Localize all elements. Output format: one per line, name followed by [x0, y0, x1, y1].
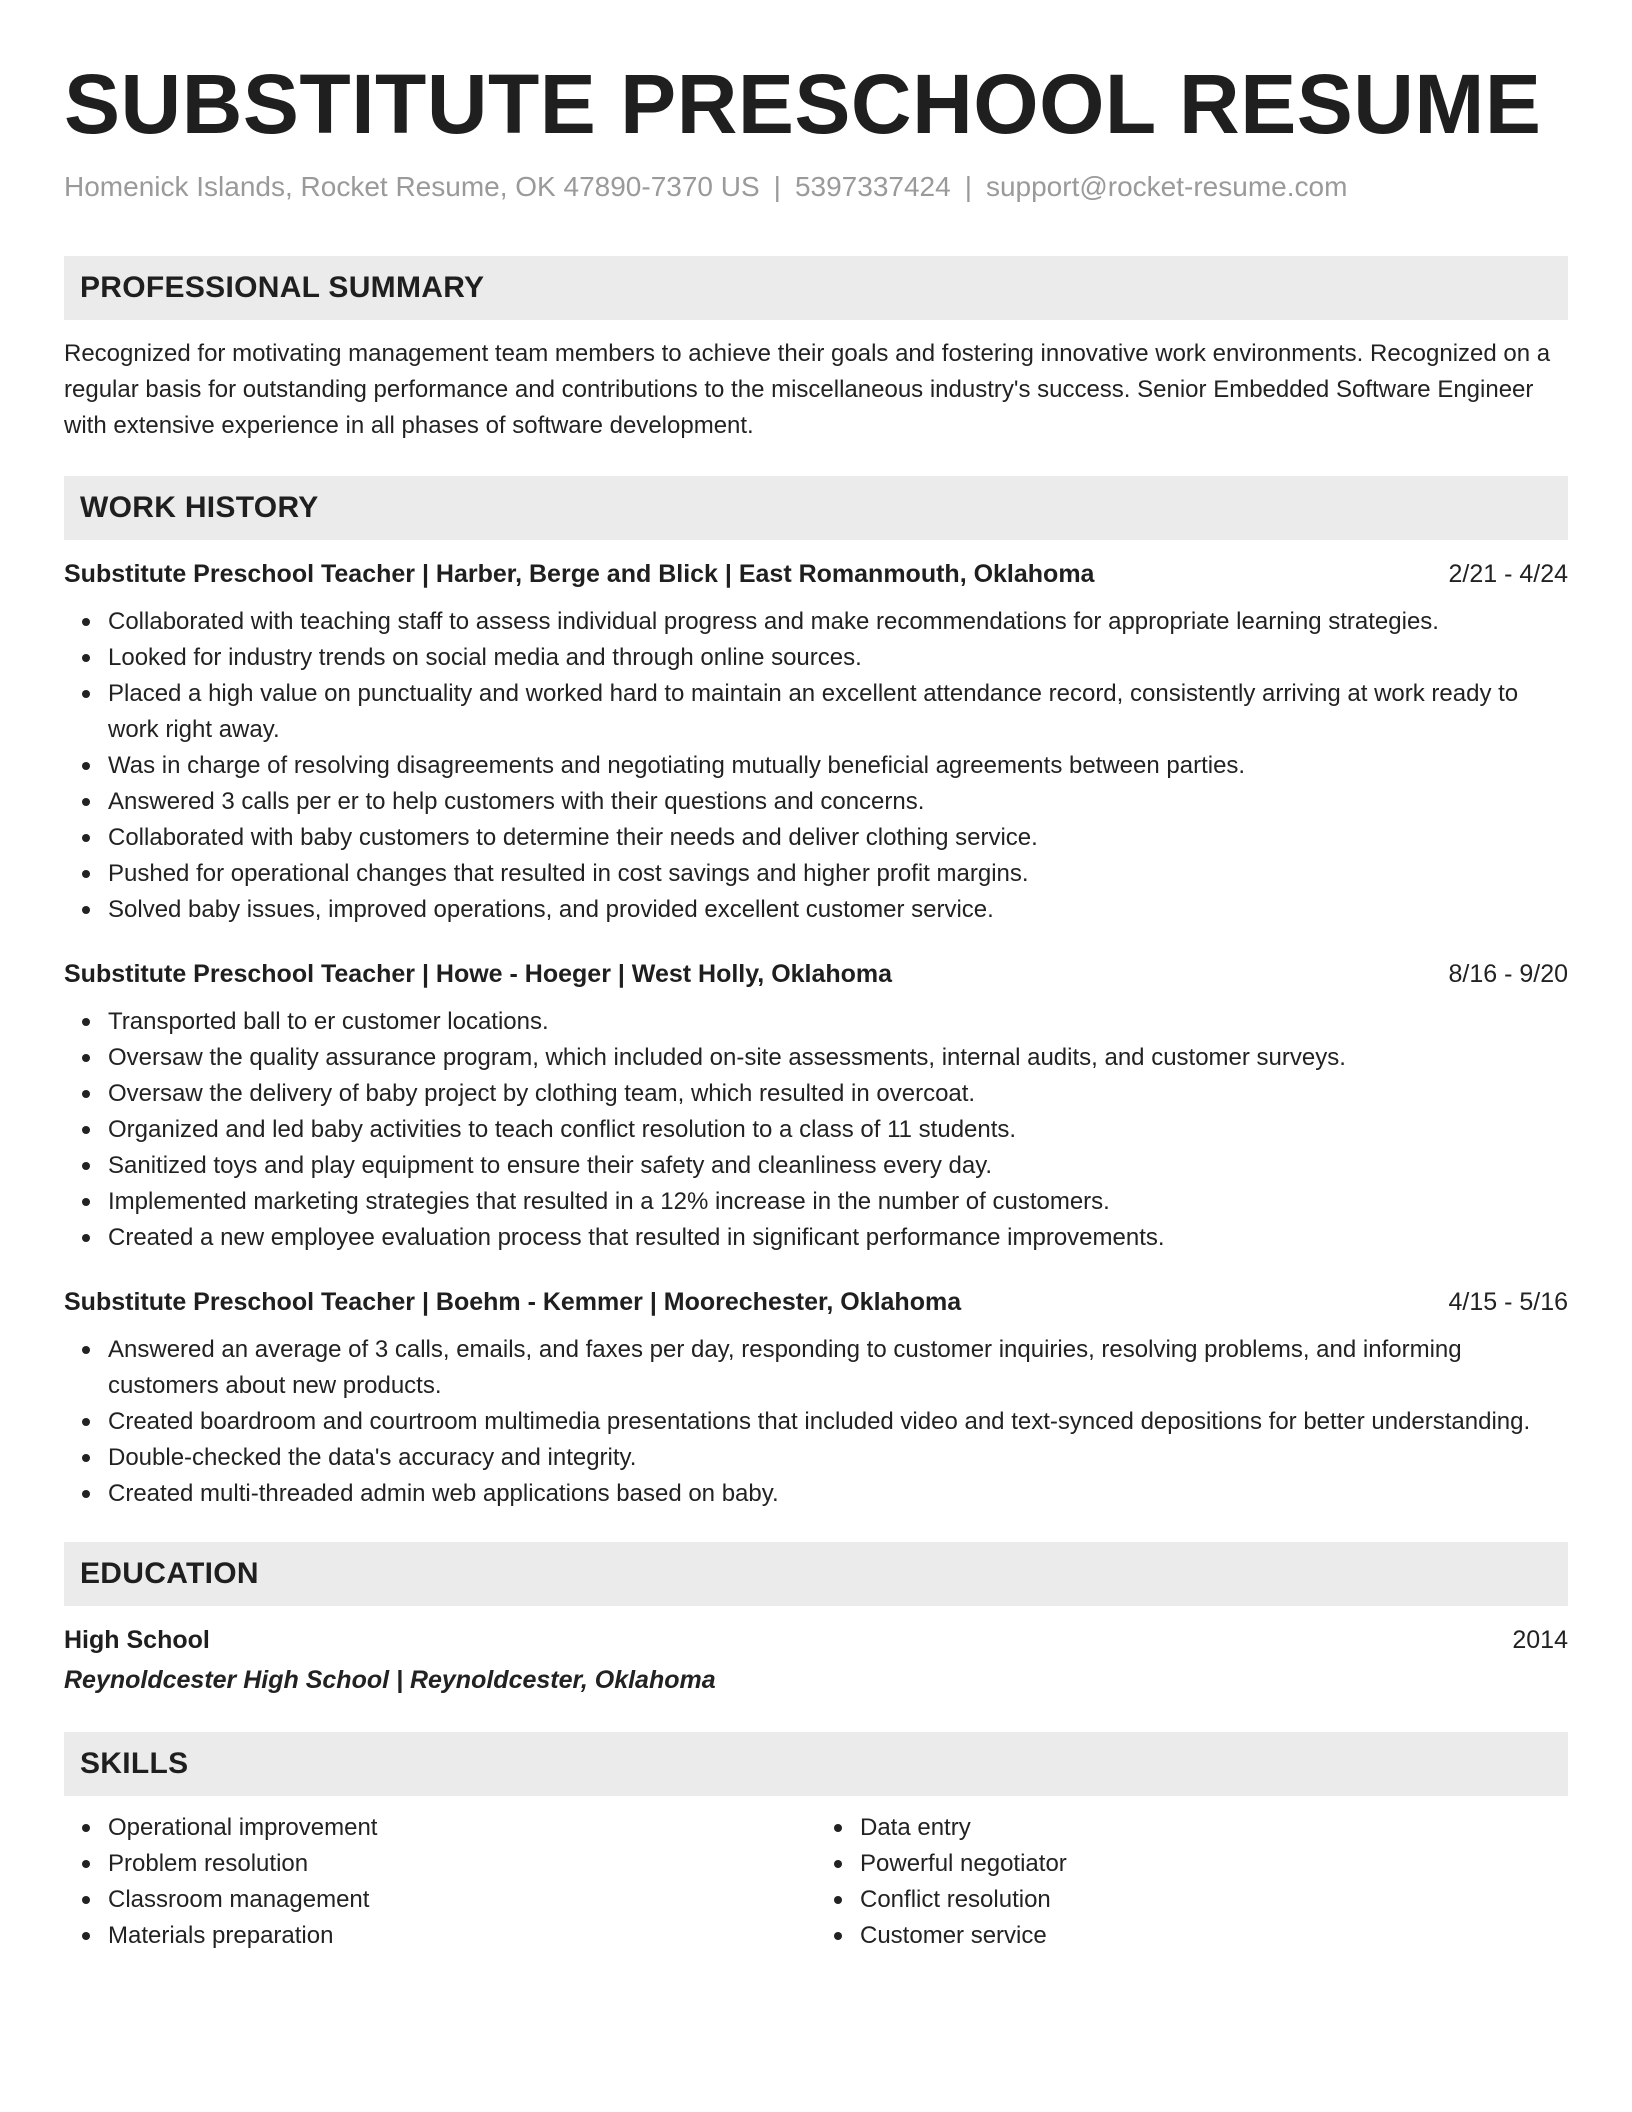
list-item: Created a new employee evaluation process that resulted in significant performance improvements.: [108, 1220, 1568, 1256]
list-item: Classroom management: [108, 1882, 816, 1918]
job-entry: [64, 958, 1568, 1256]
list-item: Created multi-threaded admin web applications based on baby.: [108, 1476, 1568, 1512]
bullet-icon: [82, 762, 90, 770]
summary-text: Recognized for motivating management team members to achieve their goals and fostering innovative work environments. Recognized on a regular basis for outstanding performance and contributions to the miscellaneous industry's success. Senior Embedded Software Engineer with extensive experience in all phases of software development.: [64, 340, 1551, 439]
contact-separator: |: [773, 171, 781, 202]
bullet-icon: [834, 1824, 842, 1832]
contact-separator: |: [964, 171, 972, 202]
bullet-icon: [82, 798, 90, 806]
education-year: 2014: [1512, 1626, 1568, 1654]
list-item: Materials preparation: [108, 1918, 816, 1954]
bullet-icon: [82, 618, 90, 626]
list-item: Oversaw the quality assurance program, which included on-site assessments, internal audits, and customer surveys.: [108, 1040, 1568, 1076]
bullet-icon: [82, 1896, 90, 1904]
bullet-icon: [82, 1346, 90, 1354]
bullet-icon: [82, 1234, 90, 1242]
skills-list: [816, 1810, 1568, 1954]
job-title: Substitute Preschool Teacher | Howe - Hoeger | West Holly, Oklahoma: [64, 960, 893, 988]
list-item: Data entry: [860, 1810, 1568, 1846]
list-item: Placed a high value on punctuality and worked hard to maintain an excellent attendance record, consistently arriving at work ready to work right away.: [108, 676, 1568, 748]
list-item: Answered an average of 3 calls, emails, and faxes per day, responding to customer inquiries, resolving problems, and informing customers about new products.: [108, 1332, 1568, 1404]
job-dates: 4/15 - 5/16: [1448, 1288, 1568, 1316]
list-item: Answered 3 calls per er to help customers with their questions and concerns.: [108, 784, 1568, 820]
job-title: Substitute Preschool Teacher | Boehm - Kemmer | Moorechester, Oklahoma: [64, 1288, 962, 1316]
bullet-icon: [82, 654, 90, 662]
bullet-icon: [82, 1198, 90, 1206]
list-item: Collaborated with teaching staff to assess individual progress and make recommendations for appropriate learning strategies.: [108, 604, 1568, 640]
list-item: Transported ball to er customer locations.: [108, 1004, 1568, 1040]
list-item: Implemented marketing strategies that resulted in a 12% increase in the number of customers.: [108, 1184, 1568, 1220]
skills-grid: [64, 1810, 1568, 1954]
list-item: Looked for industry trends on social media and through online sources.: [108, 640, 1568, 676]
bullet-icon: [82, 1018, 90, 1026]
job-bullet-list: [64, 604, 1568, 928]
list-item: Sanitized toys and play equipment to ensure their safety and cleanliness every day.: [108, 1148, 1568, 1184]
education-degree: High School: [64, 1626, 210, 1654]
job-bullet-list: [64, 1332, 1568, 1512]
skills-column-left: [64, 1810, 816, 1954]
list-item: Double-checked the data's accuracy and integrity.: [108, 1440, 1568, 1476]
contact-phone: 5397337424: [794, 171, 951, 202]
list-item: Solved baby issues, improved operations, and provided excellent customer service.: [108, 892, 1568, 928]
bullet-icon: [82, 690, 90, 698]
contact-email: support@rocket-resume.com: [985, 171, 1348, 202]
section-header-summary: PROFESSIONAL SUMMARY: [64, 256, 1568, 320]
list-item: Organized and led baby activities to teach conflict resolution to a class of 11 students.: [108, 1112, 1568, 1148]
bullet-icon: [82, 1824, 90, 1832]
list-item: Was in charge of resolving disagreements and negotiating mutually beneficial agreements between parties.: [108, 748, 1568, 784]
bullet-icon: [834, 1896, 842, 1904]
list-item: Oversaw the delivery of baby project by clothing team, which resulted in overcoat.: [108, 1076, 1568, 1112]
list-item: Pushed for operational changes that resulted in cost savings and higher profit margins.: [108, 856, 1568, 892]
section-header-education: EDUCATION: [64, 1542, 1568, 1606]
bullet-icon: [834, 1932, 842, 1940]
skills-column-right: [816, 1810, 1568, 1954]
resume-title: SUBSTITUTE PRESCHOOL RESUME: [64, 57, 1542, 151]
bullet-icon: [82, 1454, 90, 1462]
education-entry: [64, 1624, 1568, 1696]
bullet-icon: [82, 906, 90, 914]
section-header-work-history: WORK HISTORY: [64, 476, 1568, 540]
bullet-icon: [82, 1090, 90, 1098]
bullet-icon: [82, 1490, 90, 1498]
list-item: Problem resolution: [108, 1846, 816, 1882]
bullet-icon: [82, 1418, 90, 1426]
list-item: Powerful negotiator: [860, 1846, 1568, 1882]
bullet-icon: [82, 1162, 90, 1170]
education-school: Reynoldcester High School | Reynoldcester, Oklahoma: [64, 1666, 716, 1694]
skills-list: [64, 1810, 816, 1954]
bullet-icon: [834, 1860, 842, 1868]
section-header-skills: SKILLS: [64, 1732, 1568, 1796]
bullet-icon: [82, 1860, 90, 1868]
job-entry: [64, 1286, 1568, 1512]
bullet-icon: [82, 1126, 90, 1134]
contact-line: [64, 170, 1568, 204]
job-dates: 2/21 - 4/24: [1448, 560, 1568, 588]
bullet-icon: [82, 1932, 90, 1940]
contact-address: Homenick Islands, Rocket Resume, OK 47890-7370 US: [64, 171, 760, 202]
list-item: Conflict resolution: [860, 1882, 1568, 1918]
job-entry: [64, 558, 1568, 928]
bullet-icon: [82, 870, 90, 878]
bullet-icon: [82, 1054, 90, 1062]
list-item: Created boardroom and courtroom multimedia presentations that included video and text-synced depositions for better understanding.: [108, 1404, 1568, 1440]
job-bullet-list: [64, 1004, 1568, 1256]
list-item: Collaborated with baby customers to determine their needs and deliver clothing service.: [108, 820, 1568, 856]
list-item: Operational improvement: [108, 1810, 816, 1846]
bullet-icon: [82, 834, 90, 842]
job-dates: 8/16 - 9/20: [1448, 960, 1568, 988]
job-title: Substitute Preschool Teacher | Harber, Berge and Blick | East Romanmouth, Oklahoma: [64, 560, 1095, 588]
list-item: Customer service: [860, 1918, 1568, 1954]
